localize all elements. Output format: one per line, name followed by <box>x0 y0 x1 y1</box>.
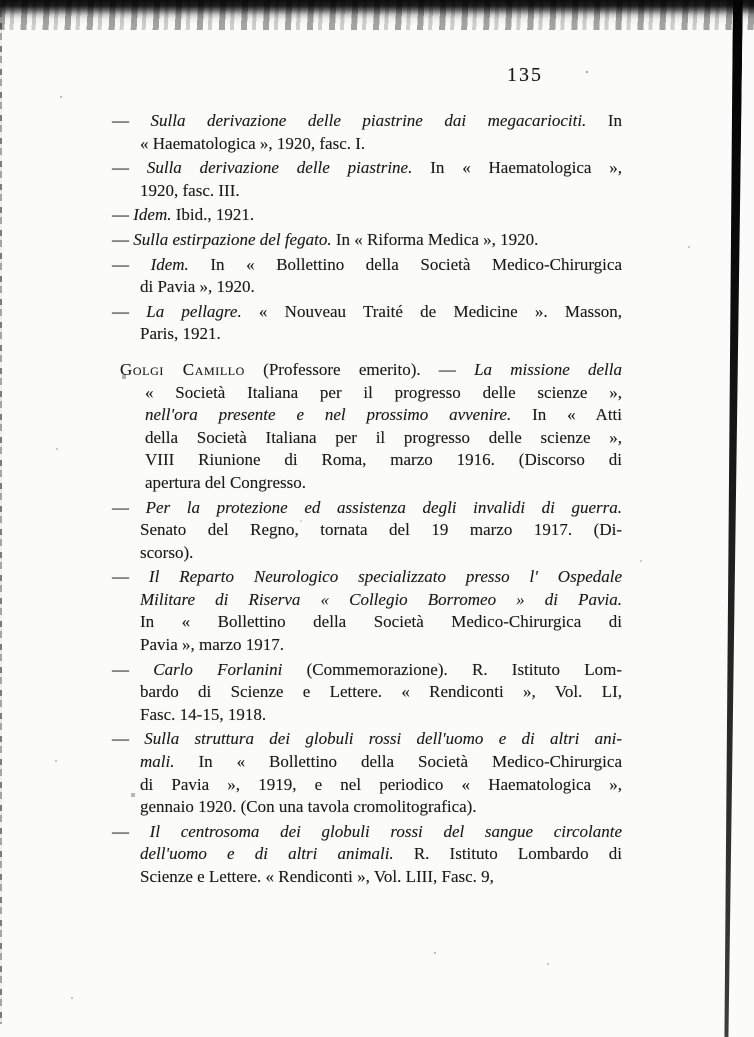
entry-text: (Commemorazione). R. Istituto Lom- <box>282 659 622 679</box>
entry-text: Ibid., 1921. <box>171 205 255 225</box>
entry-line <box>140 681 622 704</box>
entry-text: In « Bollettino della Società Medico-Chirurgica <box>188 254 622 274</box>
entry-line <box>112 566 622 589</box>
entry-title-text: Sulla derivazione delle piastrine dai megacariociti. <box>150 111 587 130</box>
bibliography-list <box>112 108 622 889</box>
entry-line <box>140 519 622 542</box>
entry-line <box>140 180 622 203</box>
entry-text: Pavia », marzo 1917. <box>140 635 284 655</box>
entry-line <box>140 751 622 774</box>
entry-text: In <box>586 111 623 130</box>
entry-line <box>112 821 622 844</box>
scan-noise-specks <box>0 0 2 2</box>
entry-title-text: Sulla estirpazione del fegato. <box>133 229 332 249</box>
entry-text: apertura del Congresso. <box>145 472 306 492</box>
scan-top-edge-artifact <box>0 0 754 30</box>
entry-title-text: Militare di Riserva « Collegio Borromeo » di Pavia. <box>140 589 622 609</box>
bibliography-entry <box>112 728 622 818</box>
entry-text: — <box>112 497 146 517</box>
entry-text: In « Haematologica », <box>412 158 623 178</box>
entry-title-text: Per la protezione ed assistenza degli invalidi di guerra. <box>145 497 623 517</box>
entry-text: In « Bollettino della Società Medico-Chirurgica <box>174 752 622 772</box>
entry-title-text: Il centrosoma dei globuli rossi del sangue circolante <box>149 821 622 841</box>
entry-text: bardo di Scienze e Lettere. « Rendiconti », Vol. LI, <box>140 682 622 702</box>
entry-text: Paris, 1921. <box>140 324 221 344</box>
entry-text: R. Istituto Lombardo di <box>393 844 623 864</box>
entry-text: gennaio 1920. (Con una tavola cromolitografica). <box>140 797 477 817</box>
entry-text: VIII Riunione di Roma, marzo 1916. (Discorso di <box>145 450 622 470</box>
entry-title-text: Idem. <box>150 254 189 274</box>
entry-text: (Professore emerito). — <box>244 359 475 379</box>
entry-text: — <box>112 111 151 130</box>
entry-title-text: Idem. <box>133 205 172 225</box>
entry-line <box>145 382 622 405</box>
entry-line <box>140 589 622 612</box>
entry-text: — <box>112 821 150 841</box>
entry-line <box>140 323 622 346</box>
entry-line <box>112 728 622 751</box>
entry-line <box>140 866 622 889</box>
entry-text: Scienze e Lettere. « Rendiconti », Vol. LIII, Fasc. 9, <box>140 867 494 886</box>
entry-line <box>140 796 622 819</box>
entry-line <box>140 843 622 866</box>
entry-text: — <box>112 229 134 249</box>
entry-text: 1920, fasc. III. <box>140 180 240 200</box>
author-name: Golgi Camillo <box>120 359 245 379</box>
scan-left-edge-artifact <box>0 0 2 1024</box>
entry-line <box>112 110 622 133</box>
entry-title-text: Sulla derivazione delle piastrine. <box>146 158 413 178</box>
entry-line <box>112 497 622 520</box>
bibliography-entry <box>112 254 622 299</box>
entry-line <box>120 359 622 382</box>
entry-text: « Haematologica », 1920, fasc. I. <box>140 133 366 153</box>
entry-text: In « Bollettino della Società Medico-Chirurgica di <box>140 612 622 632</box>
bibliography-entry <box>112 659 622 727</box>
entry-text: Senato del Regno, tornata del 19 marzo 1917. (Di- <box>140 520 622 540</box>
entry-text: — <box>112 205 134 225</box>
entry-line <box>112 254 622 277</box>
entry-text: — <box>112 729 145 749</box>
bibliography-entry <box>112 204 622 227</box>
entry-title-text: La missione della <box>474 359 622 379</box>
entry-text: In « Atti <box>511 405 622 425</box>
bibliography-entry <box>112 566 622 656</box>
entry-line <box>140 634 622 657</box>
entry-line <box>140 704 622 727</box>
entry-line <box>112 157 622 180</box>
entry-line <box>112 229 622 252</box>
entry-text: della Società Italiana per il progresso delle scienze », <box>145 427 622 447</box>
entry-text: In « Riforma Medica », 1920. <box>331 229 539 249</box>
entry-text: di Pavia », 1920. <box>140 277 255 297</box>
entry-text: scorso). <box>140 542 194 562</box>
entry-text: — <box>112 659 154 679</box>
entry-line <box>140 276 622 299</box>
bibliography-entry <box>112 359 622 495</box>
entry-text: Fasc. 14-15, 1918. <box>140 704 267 724</box>
bibliography-entry <box>112 821 622 889</box>
scan-right-edge-artifact <box>720 0 743 1037</box>
entry-text: di Pavia », 1919, e nel periodico « Haematologica », <box>140 774 622 794</box>
entry-line <box>145 472 622 495</box>
entry-title-text: nell'ora presente e nel prossimo avvenire. <box>145 405 512 425</box>
entry-line <box>112 204 622 227</box>
entry-line <box>140 774 622 797</box>
entry-text: « Nouveau Traité de Medicine ». Masson, <box>241 301 623 321</box>
entry-line <box>140 611 622 634</box>
bibliography-entry <box>112 157 622 202</box>
entry-line <box>145 427 622 450</box>
entry-text: — <box>112 567 149 587</box>
entry-line <box>140 542 622 565</box>
entry-line <box>145 449 622 472</box>
entry-title-text: Carlo Forlanini <box>153 659 283 679</box>
entry-text: — <box>112 301 147 321</box>
entry-title-text: dell'uomo e di altri animali. <box>140 844 394 864</box>
bibliography-entry <box>112 229 622 252</box>
entry-line <box>112 301 622 324</box>
entry-text: — <box>112 158 147 178</box>
entry-title-text: Sulla struttura dei globuli rossi dell'uomo e di altri ani- <box>144 729 622 749</box>
entry-title-text: Il Reparto Neurologico specializzato presso l' Ospedale <box>148 567 623 587</box>
bibliography-entry <box>112 110 622 155</box>
entry-title-text: La pellagre. <box>146 301 242 321</box>
page-number: 135 <box>507 64 543 86</box>
entry-line <box>140 133 622 156</box>
entry-line <box>145 404 622 427</box>
entry-text: « Società Italiana per il progresso delle scienze », <box>145 382 622 402</box>
entry-title-text: mali. <box>140 752 175 772</box>
entry-text: — <box>112 254 151 274</box>
bibliography-entry <box>112 497 622 565</box>
bibliography-entry <box>112 301 622 346</box>
entry-line <box>112 659 622 682</box>
